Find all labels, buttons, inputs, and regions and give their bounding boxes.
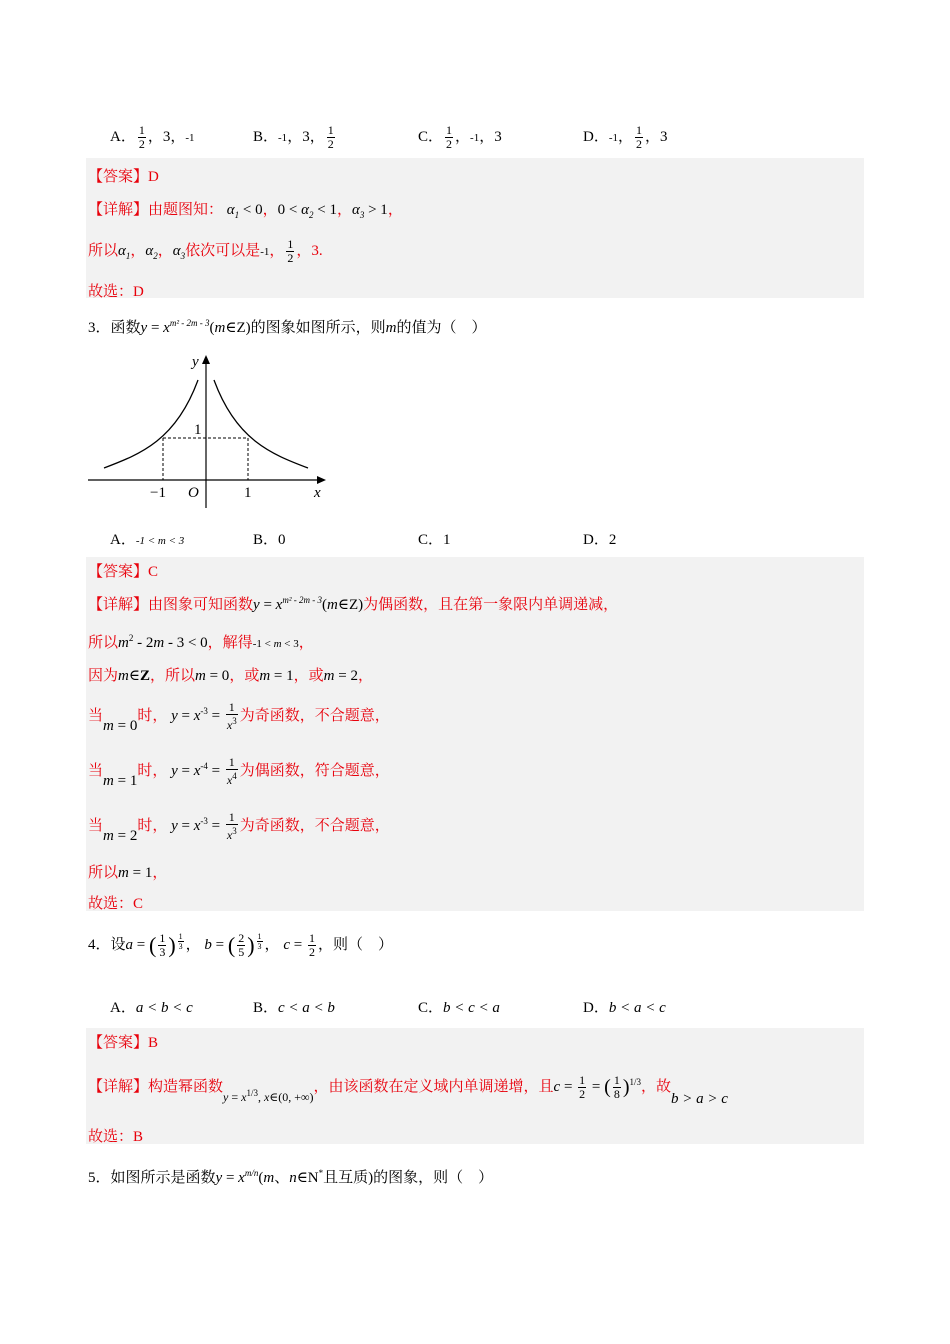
q2-answer-box — [86, 158, 864, 298]
q4-answer-box — [86, 1028, 864, 1144]
x-axis-arrow — [317, 476, 326, 484]
q2-explain-line1: 【详解】由题图知： $\alpha_1 < 0$，$0 < \alpha_2 < 1$，$\alpha_3 > 1$， — [88, 202, 403, 220]
curve-right — [214, 380, 308, 468]
q4-explain-line1: 【详解】构造幂函数$_{y = x^{1/3}, x\in(0, +\infty)}$，由该函数在定义域内单调递增，且c = $\frac{1}{2}$ = ( $\frac{1}{8}$ )$^{1/3}$，故b > a > c — [88, 1073, 728, 1107]
q3-option-a[interactable]: A．-1 < m < 3 — [110, 532, 185, 548]
q3-choose: 故选：C — [88, 896, 144, 912]
q2-options — [88, 120, 864, 150]
q3-explain-line6: 当m = 2时， $y = x^{-3}$ = $\frac{1}{x^3}$ 为奇函数，不合题意， — [88, 810, 390, 844]
q2-option-d[interactable]: D．-1， $\frac{1}{2}$ ，3 — [583, 123, 668, 151]
curve-left — [104, 380, 198, 468]
q2-choose: 故选：D — [88, 284, 144, 300]
q3-graph — [86, 350, 336, 510]
x-label: x — [314, 485, 321, 501]
q3-explain-line5: 当m = 1时， $y = x^{-4}$ = $\frac{1}{x^4}$ 为偶函数，符合题意， — [88, 755, 390, 789]
q4-stem: 4．设a = ( $\frac{1}{3}$ ) $^{\frac{1}{3}}$ ， b = ( $\frac{2}{5}$ ) $^{\frac{1}{3}}$ ， c = $\frac{1}{2}$ ，则（ ） — [88, 931, 393, 959]
q3-explain-line3: 因为m∈Z，所以m = 0，或m = 1，或m = 2， — [88, 668, 373, 684]
q4-option-d[interactable]: D．b < a < c — [583, 1000, 666, 1016]
q2-answer: 【答案】D — [88, 169, 159, 185]
q4-choose: 故选：B — [88, 1129, 144, 1145]
q3-explain-line1: 【详解】由图象可知函数$y = x^{m^2 - 2m - 3}(m\in Z)$为偶函数，且在第一象限内单调递减， — [88, 595, 619, 613]
q3-option-b[interactable]: B．0 — [253, 532, 286, 548]
q2-option-c[interactable]: C． $\frac{1}{2}$ ，-1，3 — [418, 123, 502, 151]
q3-explain-line7: 所以m = 1， — [88, 865, 168, 881]
q3-answer-box — [86, 557, 864, 911]
q2-explain-line2: 所以$\alpha_1$，$\alpha_2$，$\alpha_3$依次可以是-1， $\frac{1}{2}$ ，3. — [88, 237, 323, 265]
tick-1: 1 — [244, 485, 252, 501]
q3-option-c[interactable]: C．1 — [418, 532, 451, 548]
q2-option-b[interactable]: B．-1，3， $\frac{1}{2}$ — [253, 123, 334, 151]
q4-options — [88, 994, 864, 1024]
q3-options — [88, 526, 864, 556]
tick-y1: 1 — [194, 422, 202, 438]
q3-option-d[interactable]: D．2 — [583, 532, 617, 548]
q3-answer: 【答案】C — [88, 564, 159, 580]
origin-label: O — [188, 485, 199, 501]
tick-neg1: −1 — [150, 485, 166, 501]
q3-stem: 3．函数$y = x^{m^2 - 2m - 3}(m\in Z)$的图象如图所示，则m的值为（ ） — [88, 318, 487, 336]
q2-option-a[interactable]: A． $\frac{1}{2}$ ，3，-1 — [110, 123, 195, 151]
q3-explain-line2: 所以$m^2 - 2m - 3 < 0$，解得-1 < m < 3， — [88, 633, 314, 651]
q3-explain-line4: 当m = 0时， $y = x^{-3}$ = $\frac{1}{x^3}$ 为奇函数，不合题意， — [88, 700, 390, 734]
q4-option-c[interactable]: C．b < c < a — [418, 1000, 500, 1016]
y-axis-arrow — [202, 355, 210, 364]
q4-answer: 【答案】B — [88, 1035, 159, 1051]
y-label: y — [192, 354, 199, 370]
q5-stem: 5．如图所示是函数$y = x^{m/n}(m$、n∈N*且互质)的图象，则（ ） — [88, 1168, 494, 1186]
q4-option-a[interactable]: A．a < b < c — [110, 1000, 193, 1016]
q4-option-b[interactable]: B．c < a < b — [253, 1000, 335, 1016]
